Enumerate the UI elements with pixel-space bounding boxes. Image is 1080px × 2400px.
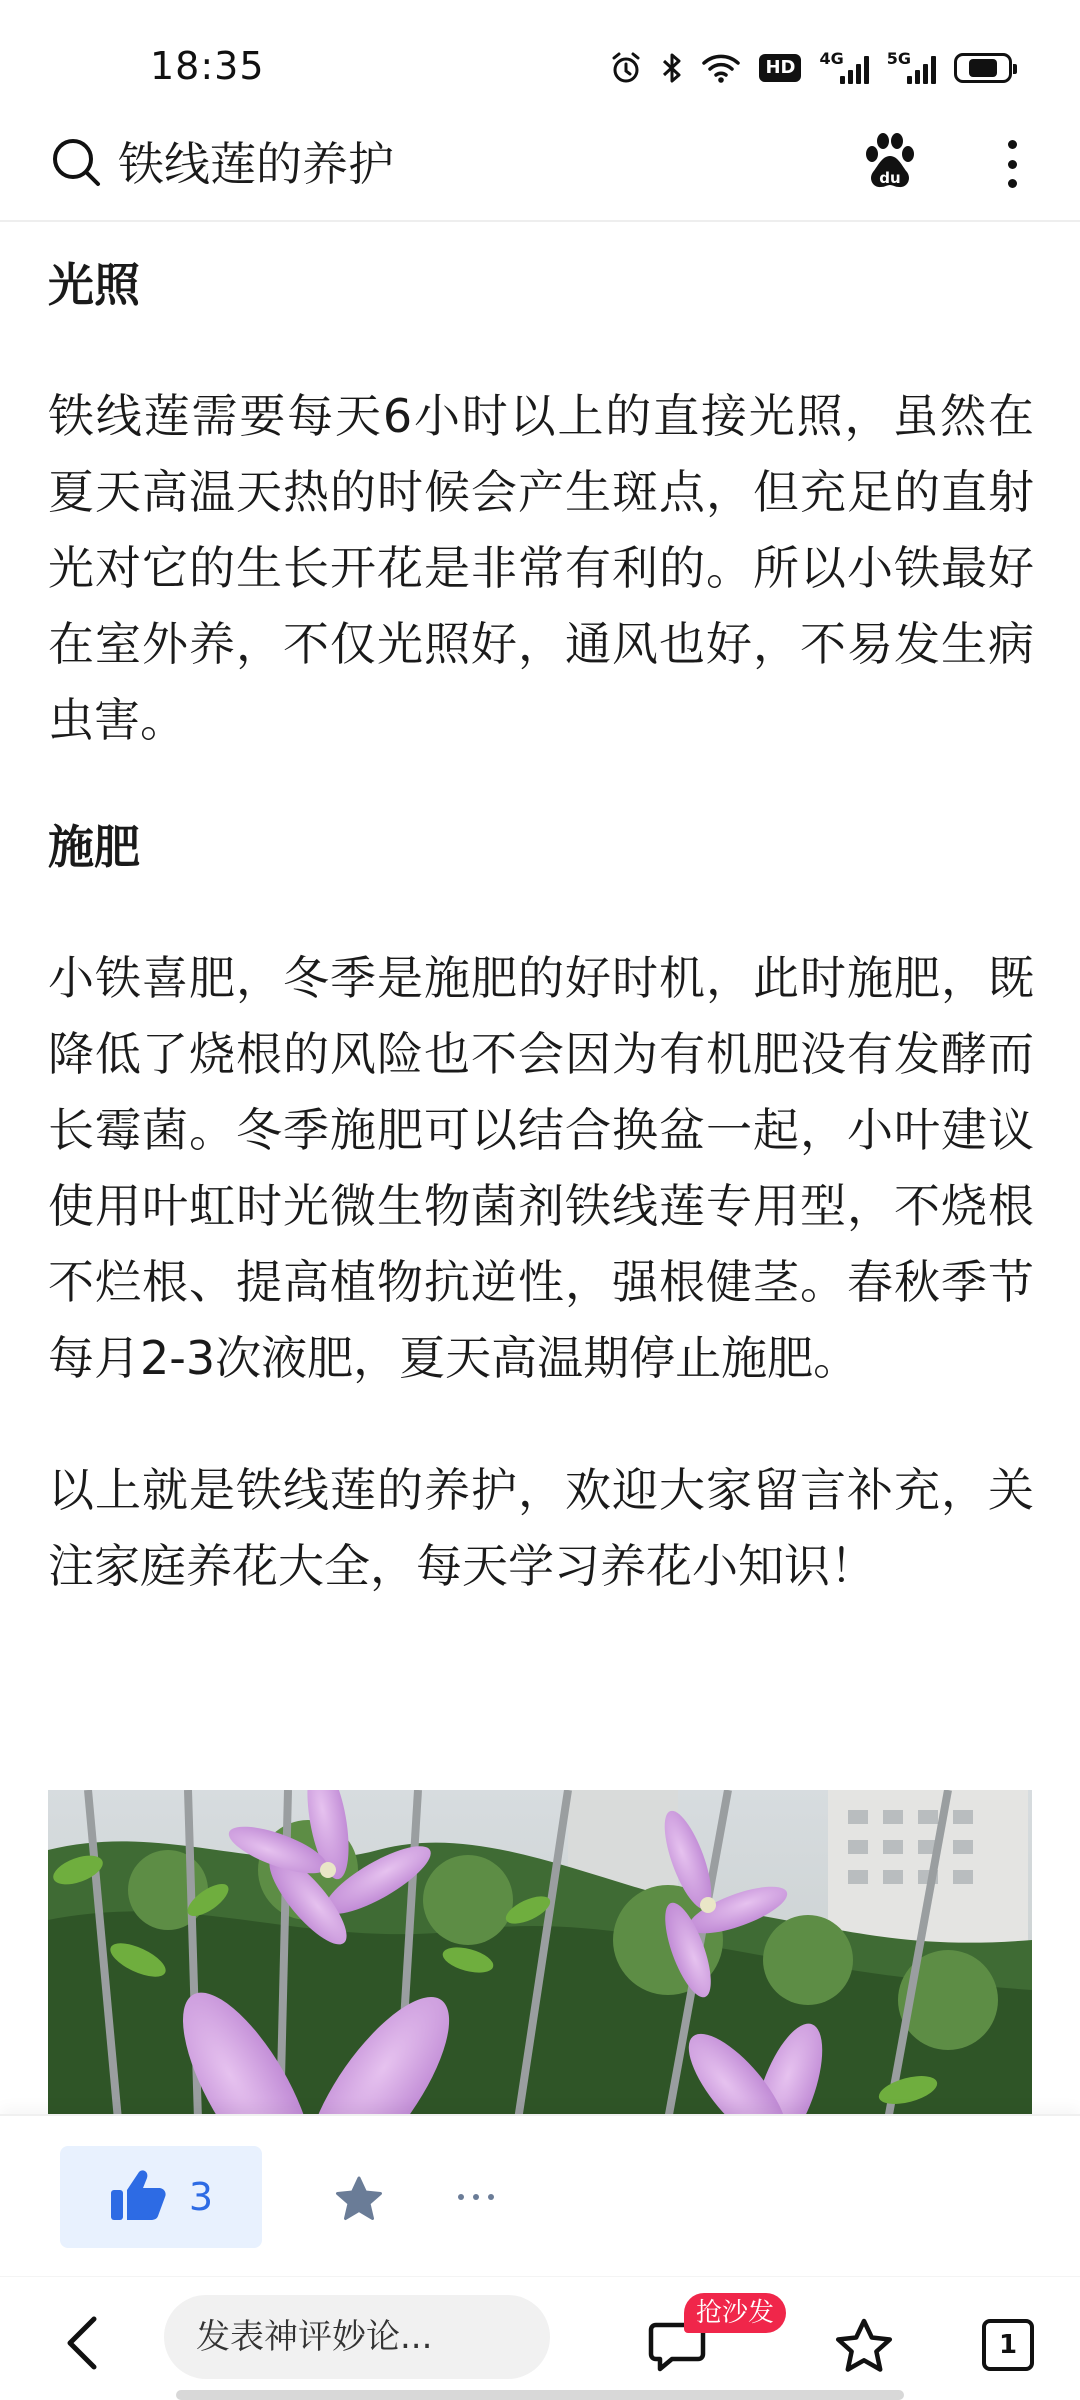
signal-4g-icon <box>819 48 868 84</box>
alarm-icon <box>609 51 643 85</box>
status-bar <box>0 0 1080 118</box>
tabs-icon[interactable]: 1 <box>982 2319 1034 2371</box>
star-icon[interactable] <box>334 2176 384 2222</box>
paragraph-fertilize: 小铁喜肥，冬季是施肥的好时机，此时施肥，既降低了烧根的风险也不会因为有机肥没有发酵而长霉菌。冬季施肥可以结合换盆一起，小叶建议使用叶虹时光微生物菌剂铁线莲专用型，不烧根不烂根、提高植物抗逆性，强根健茎。春秋季节每月2-3次液肥，夏天高温期停止施肥。 <box>48 951 1034 1385</box>
paragraph-light: 铁线莲需要每天6小时以上的直接光照，虽然在夏天高温天热的时候会产生斑点，但充足的直射光对它的生长开花是非常有利的。所以小铁最好在室外养，不仅光照好，通风也好，不易发生病虫害。 <box>48 389 1034 747</box>
article-image[interactable] <box>48 1790 1032 2120</box>
search-header <box>0 118 1080 222</box>
wifi-icon <box>701 52 741 84</box>
comment-input[interactable]: 发表神评妙论... <box>164 2295 550 2379</box>
section-heading-light: 光照 <box>48 258 140 312</box>
home-indicator[interactable] <box>176 2390 904 2400</box>
status-icons <box>609 48 1012 88</box>
bluetooth-icon <box>661 51 683 85</box>
article-body <box>48 222 1034 1604</box>
sofa-badge: 抢沙发 <box>684 2293 786 2333</box>
more-vertical-icon[interactable] <box>992 136 1032 192</box>
hd-icon: HD <box>759 54 801 82</box>
search-query[interactable]: 铁线莲的养护 <box>118 137 394 191</box>
battery-icon <box>954 53 1012 83</box>
like-button[interactable] <box>60 2146 262 2248</box>
signal-5g-icon <box>886 48 936 84</box>
thumbs-up-icon <box>109 2168 167 2226</box>
favorite-star-icon[interactable] <box>834 2317 894 2375</box>
svg-text:du: du <box>879 169 901 187</box>
baidu-paw-icon[interactable] <box>862 132 918 192</box>
paragraph-closing: 以上就是铁线莲的养护，欢迎大家留言补充，关注家庭养花大全，每天学习养花小知识！ <box>48 1463 1034 1593</box>
search-icon[interactable] <box>50 136 104 190</box>
status-time: 18:35 <box>150 44 265 88</box>
back-arrow-icon[interactable] <box>60 2313 108 2373</box>
action-bar <box>0 2114 1080 2276</box>
like-count: 3 <box>188 2175 214 2219</box>
section-heading-fertilize: 施肥 <box>48 820 140 874</box>
more-horizontal-icon[interactable] <box>458 2194 494 2200</box>
bottom-nav <box>0 2276 1080 2400</box>
battery-fill <box>969 59 997 77</box>
network-4g-label: 4G <box>819 48 844 68</box>
network-5g-label: 5G <box>886 48 911 68</box>
